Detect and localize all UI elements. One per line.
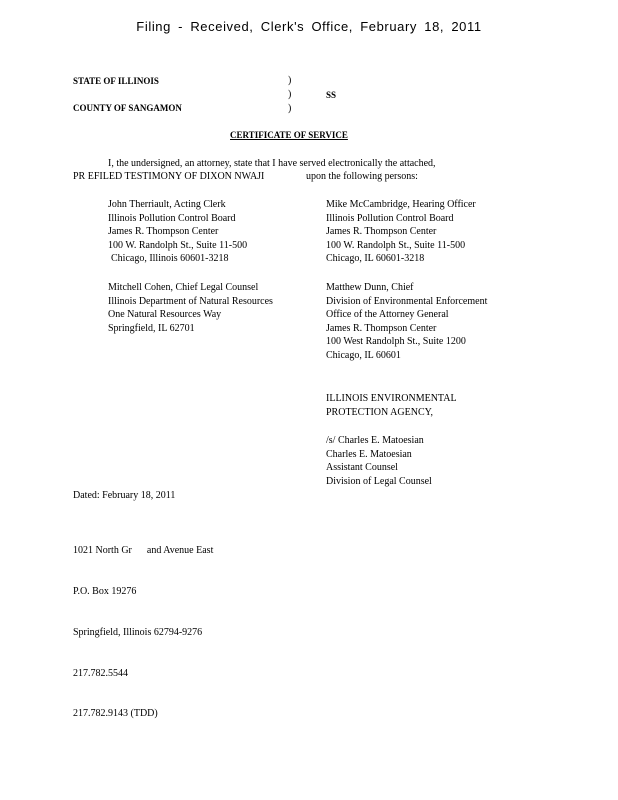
caption-paren-1: ) — [288, 75, 292, 86]
phone-line: 217.782.5544 — [73, 667, 128, 679]
caption-paren-2: ) — [288, 89, 292, 100]
address-line: Springfield, IL 62701 — [108, 322, 195, 334]
agency-name — [326, 392, 457, 419]
address-line: 100 W. Randolph St., Suite 11-500 — [108, 239, 248, 251]
address-line: Mitchell Cohen, Chief Legal Counsel — [108, 282, 259, 293]
state-caption: STATE OF ILLINOIS — [73, 76, 159, 86]
address-line: James R. Thompson Center — [326, 322, 437, 334]
address-line: Illinois Pollution Control Board — [108, 212, 236, 224]
address-line: Office of the Attorney General — [326, 309, 449, 321]
address-line: Chicago, IL 60601-3218 — [326, 253, 425, 265]
recipient-hearing-officer — [326, 198, 476, 266]
address-line: John Therriault, Acting Clerk — [108, 199, 226, 210]
intro-line-1: I, the undersigned, an attorney, state that I have served electronically the attached, — [108, 158, 436, 169]
recipient-attorney-general — [326, 281, 487, 363]
address-line: 1021 North Gr and Avenue East — [73, 545, 214, 557]
signature-line: Assistant Counsel — [326, 462, 398, 474]
agency-line: ILLINOIS ENVIRONMENTAL — [326, 393, 457, 404]
address-line: Chicago, IL 60601 — [326, 349, 401, 361]
ss-caption: SS — [326, 90, 337, 100]
signature-line: /s/ Charles E. Matoesian — [326, 435, 424, 446]
caption-paren-3: ) — [288, 103, 292, 114]
address-line: 100 West Randolph St., Suite 1200 — [326, 336, 466, 348]
signature-line: Charles E. Matoesian — [326, 448, 412, 460]
address-line: Mike McCambridge, Hearing Officer — [326, 199, 476, 210]
recipient-clerk — [108, 198, 247, 266]
county-caption: COUNTY OF SANGAMON — [73, 103, 182, 113]
address-line: Springfield, Illinois 62794-9276 — [73, 626, 203, 638]
agency-line: PROTECTION AGENCY, — [326, 406, 434, 418]
signature-line: Division of Legal Counsel — [326, 475, 432, 487]
signature-block — [326, 434, 432, 488]
intro-document-title: PR EFILED TESTIMONY OF DIXON NWAJI — [73, 171, 265, 182]
address-line: P.O. Box 19276 — [73, 585, 137, 597]
agency-address — [73, 517, 213, 735]
address-line: One Natural Resources Way — [108, 309, 222, 321]
filing-header: Filing - Received, Clerk's Office, February 18, 2011 — [136, 19, 482, 34]
recipient-dnr — [108, 281, 273, 335]
address-line: Chicago, Illinois 60601-3218 — [111, 253, 229, 265]
intro-line-2-rest: upon the following persons: — [306, 171, 418, 182]
tdd-line: 217.782.9143 (TDD) — [73, 708, 158, 720]
address-line: Division of Environmental Enforcement — [326, 295, 488, 307]
dated-line: Dated: February 18, 2011 — [73, 490, 176, 501]
address-line: Illinois Department of Natural Resources — [108, 295, 273, 307]
address-line: Illinois Pollution Control Board — [326, 212, 454, 224]
address-line: Matthew Dunn, Chief — [326, 282, 414, 293]
address-line: James R. Thompson Center — [108, 226, 219, 238]
certificate-title: CERTIFICATE OF SERVICE — [230, 130, 348, 140]
address-line: 100 W. Randolph St., Suite 11-500 — [326, 239, 466, 251]
address-line: James R. Thompson Center — [326, 226, 437, 238]
